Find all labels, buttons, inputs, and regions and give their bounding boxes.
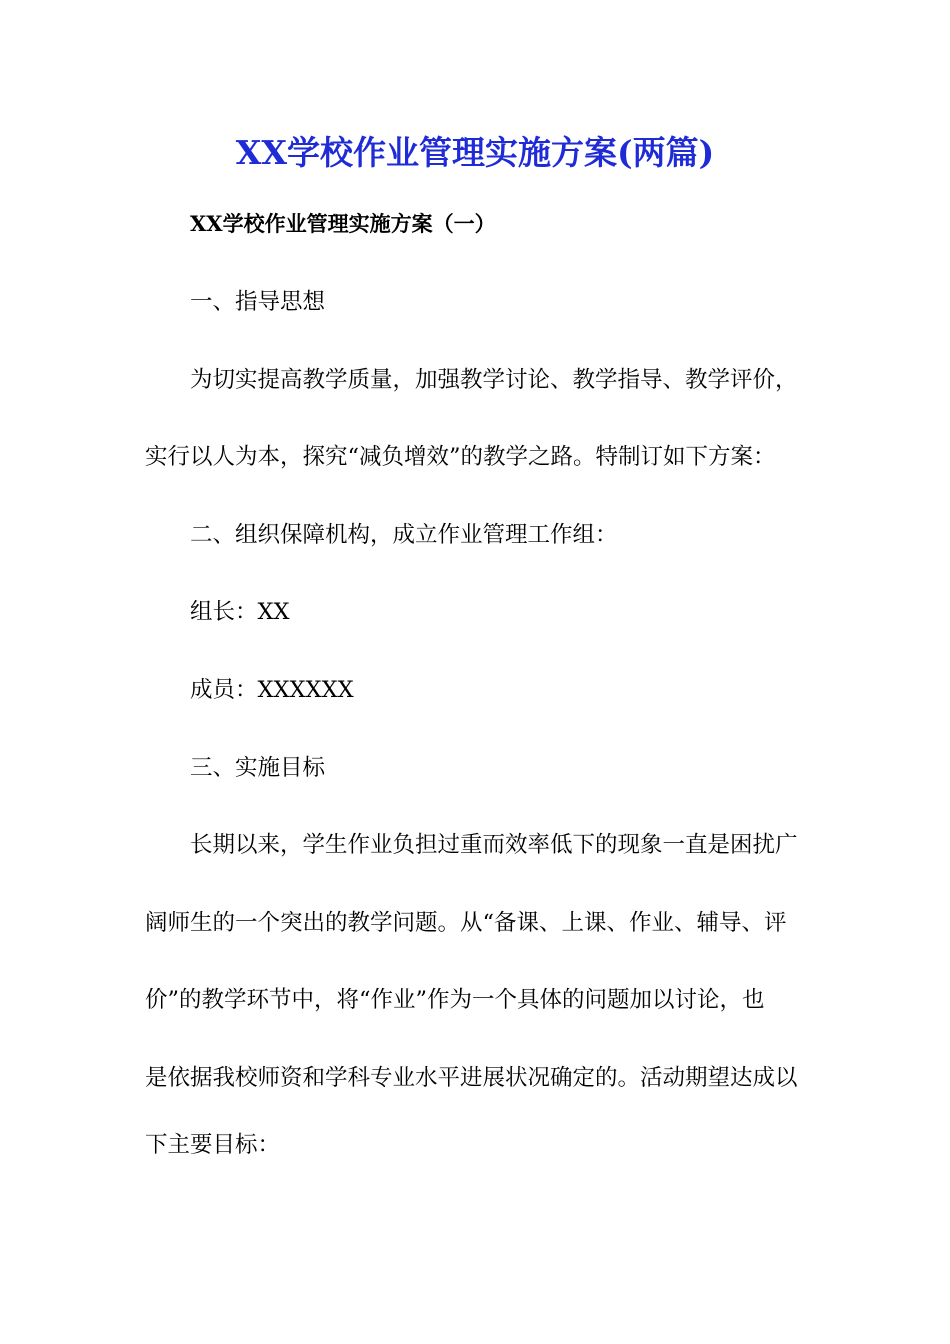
section-heading-guiding-thought: 一、指导思想	[190, 289, 326, 315]
paragraph-line: 下主要目标：	[145, 1132, 281, 1158]
paragraph-line: 为切实提高教学质量，加强教学讨论、教学指导、教学评价，	[190, 367, 798, 393]
paragraph-line: 价”的教学环节中，将“作业”作为一个具体的问题加以讨论，也	[145, 987, 765, 1013]
section-heading-organization: 二、组织保障机构，成立作业管理工作组：	[190, 522, 618, 548]
leader-line: 组长：XX	[190, 599, 290, 625]
paragraph-line: 长期以来，学生作业负担过重而效率低下的现象一直是困扰广	[190, 832, 798, 858]
paragraph-line: 是依据我校师资和学科专业水平进展状况确定的。活动期望达成以	[145, 1065, 798, 1091]
members-line: 成员：XXXXXX	[190, 677, 354, 703]
paragraph-line: 阔师生的一个突出的教学问题。从“备课、上课、作业、辅导、评	[145, 910, 787, 936]
section-heading-goals: 三、实施目标	[190, 755, 326, 781]
document-title: XX学校作业管理实施方案(两篇)	[235, 133, 715, 172]
paragraph-line: 实行以人为本，探究“减负增效”的教学之路。特制订如下方案：	[145, 444, 776, 470]
document-subtitle: XX学校作业管理实施方案（一）	[190, 211, 496, 236]
